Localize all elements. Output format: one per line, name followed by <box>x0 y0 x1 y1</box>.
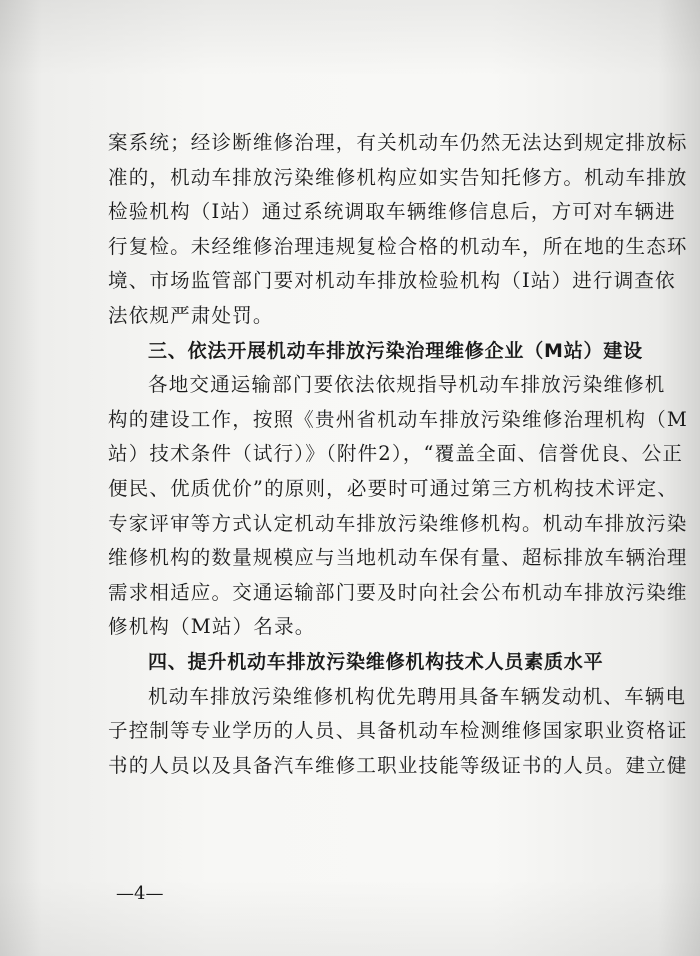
text-line: 站）技术条件（试行）》（附件2），“覆盖全面、信誉优良、公正 <box>108 442 684 466</box>
text-line: 准的，机动车排放污染维修机构应如实告知托修方。机动车排放 <box>108 165 688 189</box>
text-line: 维修机构的数量规模应与当地机动车保有量、超标排放车辆治理 <box>108 546 688 570</box>
text-line: 境、市场监管部门要对机动车排放检验机构（I站）进行调查依 <box>108 269 676 293</box>
text-line: 子控制等专业学历的人员、具备机动车检测维修国家职业资格证 <box>108 719 688 743</box>
section-heading-4: 四、提升机动车排放污染维修机构技术人员素质水平 <box>148 650 604 673</box>
section-heading-3: 三、依法开展机动车排放污染治理维修企业（M站）建设 <box>148 339 643 362</box>
text-line: 案系统；经诊断维修治理，有关机动车仍然无法达到规定排放标 <box>108 131 688 154</box>
body-text <box>108 126 689 783</box>
text-line: 各地交通运输部门要依法依规指导机动车排放污染维修机 <box>148 373 666 397</box>
text-line: 需求相适应。交通运输部门要及时向社会公布机动车排放污染维 <box>108 580 688 604</box>
text-line: 便民、优质优价”的原则，必要时可通过第三方机构技术评定、 <box>108 476 679 500</box>
text-line: 机动车排放污染维修机构优先聘用具备车辆发动机、车辆电 <box>148 684 687 708</box>
text-line: 行复检。未经维修治理违规复检合格的机动车，所在地的生态环 <box>108 234 688 258</box>
text-line: 书的人员以及具备汽车维修工职业技能等级证书的人员。建立健 <box>108 753 688 777</box>
text-line: 法依规严肃处罚。 <box>108 303 274 327</box>
text-line: 专家评审等方式认定机动车排放污染维修机构。机动车排放污染 <box>108 511 688 535</box>
page-number: —4— <box>116 883 164 904</box>
text-line: 修机构（M站）名录。 <box>108 615 316 639</box>
text-line: 检验机构（I站）通过系统调取车辆维修信息后，方可对车辆进 <box>108 200 676 224</box>
text-line: 构的建设工作，按照《贵州省机动车排放污染维修治理机构（M <box>108 407 689 431</box>
